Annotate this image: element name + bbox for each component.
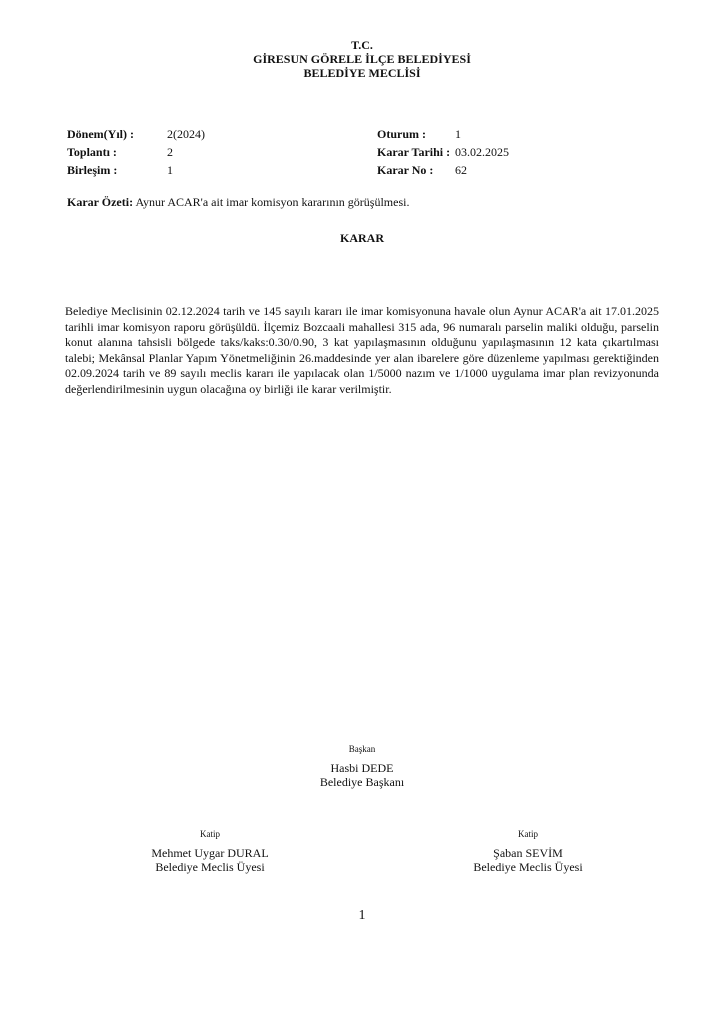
donem-value: 2(2024)	[167, 127, 205, 141]
decision-summary	[67, 195, 409, 210]
decision-title: KARAR	[340, 231, 384, 245]
karar-no-value: 62	[455, 163, 467, 177]
signature-katip-1	[110, 827, 310, 874]
toplanti-label: Toplantı :	[67, 145, 117, 159]
signature-role: Başkan	[348, 744, 376, 754]
signature-baskan	[262, 742, 462, 789]
signature-title: Belediye Başkanı	[319, 775, 405, 789]
meta-row-birlesim	[67, 161, 667, 179]
karar-tarihi-value: 03.02.2025	[455, 145, 509, 159]
document-header	[0, 38, 724, 80]
signature-title: Belediye Meclis Üyesi	[473, 860, 583, 874]
meta-row-donem	[67, 125, 667, 143]
header-line-council: BELEDİYE MECLİSİ	[303, 66, 421, 80]
oturum-label: Oturum :	[377, 127, 426, 141]
signature-name: Mehmet Uygar DURAL	[151, 846, 269, 860]
header-line-municipality: GİRESUN GÖRELE İLÇE BELEDİYESİ	[253, 52, 471, 66]
decision-body: Belediye Meclisinin 02.12.2024 tarih ve 145 sayılı kararı ile imar komisyonuna havale olun Aynur ACAR'a ait 17.01.2025 tarihli imar komisyon raporu görüşüldü. İlçemiz Bozcaali mahallesi 315 ada, 96 numaralı parselin maliki olduğu, parselin konut alanına tahsisli bölgede taks/kaks:0.30/0.90, 3 kat yapılaşmasının olduğunu yapılaşmasının 12 kata çıkartılması talebi; Mekânsal Planlar Yapım Yönetmeliğinin 26.maddesinde yer alan ibarelere göre düzenleme yapılması gerektiğinden 02.09.2024 tarih ve 89 sayılı meclis kararı ile yapılacak olan 1/5000 nazım ve 1/1000 uygulama imar plan revizyonunda değerlendirilmesinin uygun olacağına oy birliği ile karar verilmiştir.	[65, 304, 659, 396]
meta-block	[67, 125, 667, 179]
meta-row-toplanti	[67, 143, 667, 161]
signature-role: Katip	[518, 829, 538, 839]
karar-tarihi-label: Karar Tarihi :	[377, 145, 451, 159]
birlesim-value: 1	[167, 163, 173, 177]
signature-katip-2	[428, 827, 628, 874]
birlesim-label: Birleşim :	[67, 163, 118, 177]
summary-text: Aynur ACAR'a ait imar komisyon kararının görüşülmesi.	[135, 195, 410, 209]
signature-name: Hasbi DEDE	[330, 761, 394, 775]
page-number: 1	[358, 908, 366, 923]
karar-no-label: Karar No :	[377, 163, 434, 177]
donem-label: Dönem(Yıl) :	[67, 127, 134, 141]
header-line-tc: T.C.	[351, 38, 373, 52]
signature-title: Belediye Meclis Üyesi	[155, 860, 265, 874]
signature-role: Katip	[200, 829, 220, 839]
oturum-value: 1	[455, 127, 461, 141]
signature-name: Şaban SEVİM	[493, 846, 563, 860]
summary-label: Karar Özeti:	[67, 195, 134, 209]
toplanti-value: 2	[167, 145, 173, 159]
